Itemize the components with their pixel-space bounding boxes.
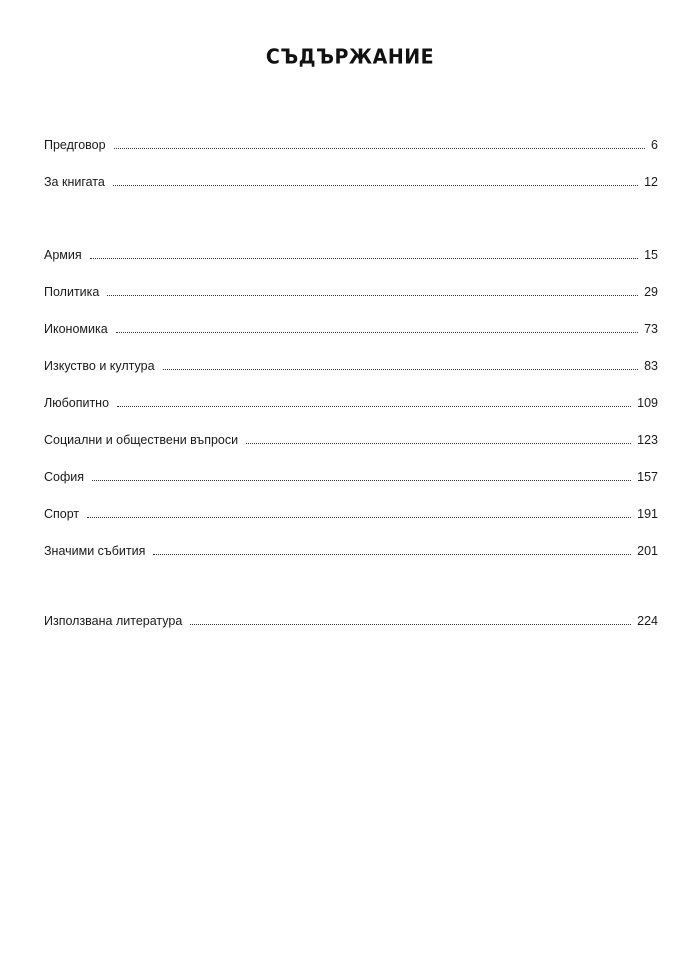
toc-entry-page-number: 15: [644, 248, 658, 262]
toc-entry-bibliography[interactable]: [44, 591, 658, 628]
toc-entry-page-number: 109: [637, 396, 658, 410]
toc-entry-page-number: 29: [644, 285, 658, 299]
toc-entry-significant-events[interactable]: [44, 521, 658, 558]
toc-entry-label: Армия: [44, 248, 82, 262]
toc-chapters: [44, 225, 658, 558]
toc-entry-sofia[interactable]: [44, 447, 658, 484]
dot-leader: [90, 258, 638, 259]
toc-entry-page-number: 201: [637, 544, 658, 558]
toc-entry-army[interactable]: [44, 225, 658, 262]
toc-entry-label: Предговор: [44, 138, 106, 152]
toc-entry-page-number: 83: [644, 359, 658, 373]
dot-leader: [246, 443, 631, 444]
toc-entry-sport[interactable]: [44, 484, 658, 521]
toc-entry-page-number: 157: [637, 470, 658, 484]
toc-entry-page-number: 123: [637, 433, 658, 447]
toc-entry-label: Спорт: [44, 507, 80, 521]
dot-leader: [153, 554, 631, 555]
toc-entry-label: София: [44, 470, 85, 484]
dot-leader: [92, 480, 631, 481]
dot-leader: [107, 295, 638, 296]
toc-entry-page-number: 191: [637, 507, 658, 521]
toc-entry-label: Икономика: [44, 322, 108, 336]
dot-leader: [117, 406, 631, 407]
dot-leader: [87, 517, 631, 518]
toc-entry-economy[interactable]: [44, 299, 658, 336]
toc-entry-page-number: 224: [637, 614, 658, 628]
toc-entry-page-number: 12: [644, 175, 658, 189]
toc-entry-social-issues[interactable]: [44, 410, 658, 447]
toc-entry-label: Значими събития: [44, 544, 146, 558]
toc-entry-about-book[interactable]: [44, 152, 658, 189]
toc-entry-art-culture[interactable]: [44, 336, 658, 373]
toc-entry-label: Социални и обществени въпроси: [44, 433, 239, 447]
toc-entry-curious[interactable]: [44, 373, 658, 410]
page-title: СЪДЪРЖАНИЕ: [265, 45, 435, 69]
toc-entry-label: Любопитно: [44, 396, 110, 410]
toc-entry-page-number: 73: [644, 322, 658, 336]
dot-leader: [114, 148, 645, 149]
dot-leader: [116, 332, 638, 333]
toc-entry-label: Политика: [44, 285, 100, 299]
dot-leader: [190, 624, 631, 625]
toc-back-matter: [44, 591, 658, 628]
toc-entry-label: За книгата: [44, 175, 105, 189]
toc-front-matter: [44, 115, 658, 189]
dot-leader: [113, 185, 638, 186]
toc-entry-preface[interactable]: [44, 115, 658, 152]
dot-leader: [163, 369, 639, 370]
toc-entry-label: Използвана литература: [44, 614, 183, 628]
toc-entry-politics[interactable]: [44, 262, 658, 299]
toc-entry-label: Изкуство и култура: [44, 359, 155, 373]
toc-entry-page-number: 6: [651, 138, 658, 152]
